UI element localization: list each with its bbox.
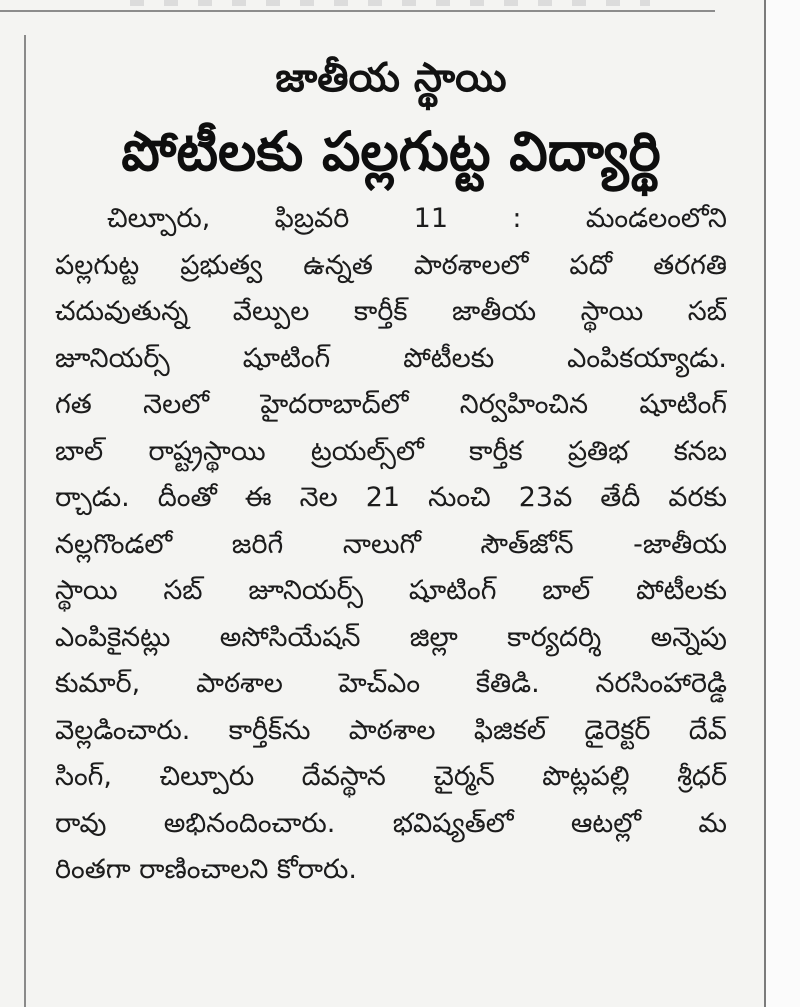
article-kicker: జాతీయ స్థాయి [275,55,507,101]
body-line: రావు అభినందించారు. భవిష్యత్‌లో ఆటల్లో మ [55,807,727,839]
body-line: చదువుతున్న వేల్పుల కార్తీక్ జాతీయ స్థాయి సబ్ [55,296,727,327]
body-line: వెల్లడించారు. కార్తీక్‌ను పాఠశాల ఫిజికల్ డైరెక్టర్ దేవ్ [55,714,727,746]
body-line: గత నెలలో హైదరాబాద్‌లో నిర్వహించిన షూటింగ్ [55,389,727,420]
left-column-rule [24,35,26,1007]
news-article [55,48,727,894]
body-line: కుమార్, పాఠశాల హెచ్‌ఎం కేతిడి. నరసింహారెడ్డి [55,668,727,699]
body-line: రింతగా రాణించాలని కోరారు. [55,854,357,885]
top-divider [0,10,715,12]
body-line: జూనియర్స్ షూటింగ్ పోటీలకు ఎంపికయ్యాడు. [55,342,727,374]
body-line: స్థాయి సబ్ జూనియర్స్ షూటింగ్ బాల్ పోటీలకు [55,575,727,606]
body-line: ఎంపికైనట్లు అసోసియేషన్ జిల్లా కార్యదర్శి అన్నెపు [55,621,727,653]
body-line: ర్చాడు. దీంతో ఈ నెల 21 నుంచి 23వ తేదీ వరకు [55,482,727,513]
body-line: సింగ్, చిల్పూరు దేవస్థాన చైర్మన్ పొట్లపల్లి శ్రీధర్ [55,761,727,792]
body-line: బాల్ రాష్ట్రస్థాయి ట్రయల్స్‌లో కార్తీక ప్రతిభ కనబ [55,435,727,467]
body-line: పల్లగుట్ట ప్రభుత్వ ఉన్నత పాఠశాలలో పదో తరగతి [55,249,727,281]
adjacent-column-margin [766,0,800,1007]
article-headline: పోటీలకు పల్లగుట్ట విద్యార్థి [121,120,661,183]
article-body [55,196,727,894]
body-line: నల్లగొండలో జరిగే నాలుగో సౌత్‌జోన్ -జాతీయ [55,528,727,560]
body-line: చిల్పూరు, ఫిబ్రవరి 11 : మండలంలోని [107,203,727,234]
top-faded-text [130,0,650,6]
